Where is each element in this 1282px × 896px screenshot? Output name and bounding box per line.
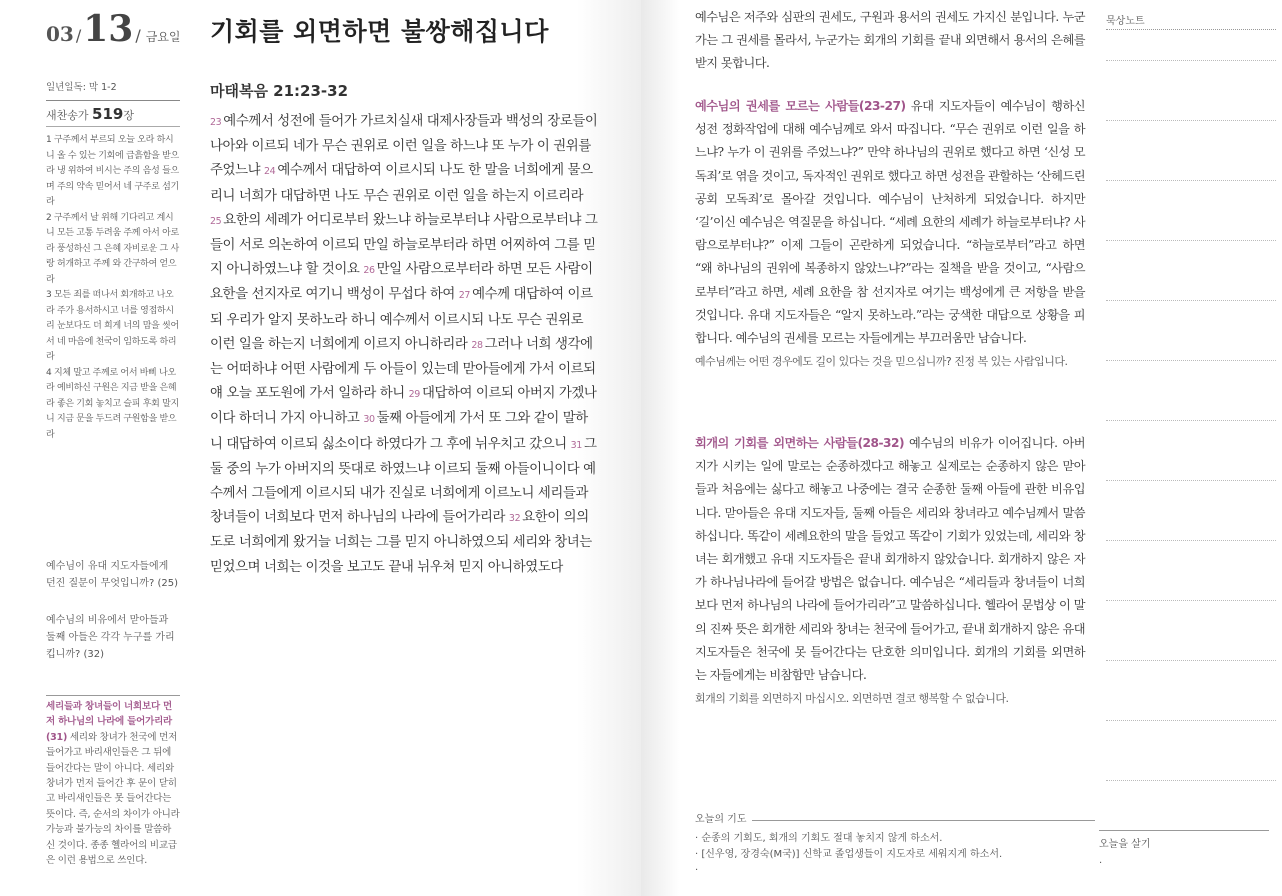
verse-text: 둘째 아들에게 가서 또 그와 같이 말하니 대답하여 이르되 싫소이다 하였다가 그 후에 뉘우치고 갔으니: [210, 411, 588, 452]
memo-line: [1106, 120, 1276, 121]
verse-text: 예수께서 대답하여 이르시되 나도 한 말을 너희에게 물으리니 너희가 대답하면 나도 무슨 권위로 이런 일을 하는지 이르리라: [210, 163, 593, 204]
date-slash: /: [75, 26, 82, 45]
section-1: [695, 95, 1085, 371]
hymn-verse-3: 3 모든 죄를 떠나서 회개하고 나오라 주가 용서하시고 너를 영접하시리 눈보다도 더 희게 너의 맘을 씻어서 네 마음에 천국이 임하도록 하리라: [46, 290, 179, 362]
yearly-reading: 일년일독: 막 1-2: [46, 80, 180, 101]
verse-number: 32: [508, 513, 521, 525]
prayer-title: 오늘의 기도: [695, 814, 747, 825]
memo-notes-label: 묵상노트: [1106, 12, 1276, 30]
memo-line: [1106, 600, 1276, 601]
verse-text: 요한의 세례가 어디로부터 왔느냐 하늘로부터냐 사람으로부터냐 그들이 서로 의논하여 이르되 만일 하늘로부터라 하면 어찌하여 그를 믿지 아니하였느냐 할 것이요: [210, 212, 598, 278]
date-slash-2: /: [135, 26, 141, 45]
verse-number: 30: [363, 414, 375, 426]
memo-line: [1106, 420, 1276, 421]
verse-text: 예수께 대답하여 이르되 우리가 알지 못하노라 하니 예수께서 이르시되 나도 무슨 권위로 이런 일을 하는지 너희에게 이르지 아니하리라: [210, 287, 593, 352]
verse-text: 그 둘 중의 누가 아버지의 뜻대로 하였느냐 이르되 둘째 아들이니이다 예수께서 그들에게 이르시되 내가 진실로 너희에게 이르노니 세리들과 창녀들이 너희보다 먼저 하나님의 나라에 들어가리라: [210, 436, 597, 526]
verse-number: 27: [458, 290, 471, 302]
memo-line: [1106, 360, 1276, 361]
prayer-item-empty: [695, 863, 1095, 879]
sidebar: [46, 80, 180, 443]
verse-text: 만일 사람으로부터라 하면 모든 사람이 요한을 선지자로 여기니 백성이 무섭다 하여: [210, 262, 593, 303]
hymn-heading: [46, 104, 180, 124]
hymn-number: 519: [92, 104, 124, 123]
section-2-heading: 회개의 기회를 외면하는 사람들(28-32): [695, 436, 905, 450]
live-today-bullet: ·: [1099, 858, 1103, 869]
right-page: [641, 0, 1282, 896]
prayer-item: · 순종의 기회도, 회개의 기회도 절대 놓치지 않게 하소서.: [695, 831, 1095, 847]
verse-number: 31: [570, 439, 582, 451]
intro-paragraph: [695, 6, 1085, 76]
date-weekday: 금요일: [145, 30, 181, 44]
verse-text: 예수께서 성전에 들어가 가르치실새 대제사장들과 백성의 장로들이 나아와 이르되 네가 무슨 권위로 이런 일을 하느냐 또 누가 이 권위를 주었느냐: [210, 114, 598, 179]
verse-number: 28: [471, 339, 483, 351]
question-1: 예수님이 유대 지도자들에게 던진 질문이 무엇입니까? (25): [46, 561, 178, 589]
section-1-paragraph: [695, 95, 1085, 350]
hymn-suffix: 장: [123, 108, 134, 122]
hymn-divider: [46, 126, 180, 127]
date-month: 03: [46, 22, 74, 46]
date-block: [46, 8, 181, 50]
hymn-verse-2: 2 구주께서 날 위해 기다리고 계시니 모든 고통 두려움 주께 아서 아로라 풍성하신 그 은혜 자비로운 그 사랑 허개하고 주께 와 간구하여 얻으라: [46, 212, 179, 285]
prayer-list: [695, 831, 1095, 879]
verse-number: 23: [210, 117, 222, 128]
verse-text: 그러나 너희 생각에는 어떠하냐 어떤 사람에게 두 아들이 있는데 맏아들에게 가서 이르되 얘 오늘 포도원에 가서 일하라 하니: [210, 336, 596, 402]
prayer-item: · [신우영, 장경숙(M국)] 신학교 졸업생들이 지도자로 세워지게 하소서.: [695, 847, 1095, 863]
live-today-section: [1099, 830, 1269, 869]
memo-line: [1106, 60, 1276, 61]
hymn-verse-4: 4 지체 말고 주께로 어서 바삐 나오라 예비하신 구원은 지금 받을 은혜라 좋은 기회 놓치고 슬피 후회 말지니 지금 문을 두드려 구원함을 받으라: [46, 367, 179, 440]
prayer-divider: [752, 820, 1095, 821]
section-1-body: 유대 지도자들이 예수님이 행하신 성전 정화작업에 대해 예수님께로 와서 따집니다. “무슨 권위로 이런 일을 하느냐? 누가 이 권위를 주었느냐?” 만약 하나님의 권위로 했다고 하면 ‘신성 모독죄’로 엮을 것이고, 독자적인 권위로 했다고 하면 성전을 관할하는 ‘산헤드린 공회 모독죄’로 몰아갈 것입니다. 예수님이 난처하게 되었습니다. 하지만 ‘길’이신 예수님은 역질문을 하십니다. “세례 요한의 세례가 하늘로부터냐? 사람으로부터냐?” 이제 그들이 곤란하게 되었습니다. “하늘로부터”라고 하면 “왜 하나님의 권위에 복종하지 않았느냐?”라는 질책을 받을 것이고, “사람으로부터”라고 하면, 세례 요한을 참 선지자로 여기는 백성에게 큰 저항을 받을 것입니다. 유대 지도자들은 “알지 못하노라.”라는 궁색한 대답으로 상황을 피합니다. 예수님의 권세를 모르는 자들에게는 부끄러움만 남습니다.: [695, 99, 1085, 346]
question-2: 예수님의 비유에서 맏아들과 둘째 아들은 각각 누구를 가리킵니까? (32): [46, 615, 175, 660]
page-title: 기회를 외면하면 불쌍해집니다: [210, 17, 549, 46]
memo-line: [1106, 480, 1276, 481]
date-day: 13: [83, 8, 134, 50]
memo-line: [1106, 300, 1276, 301]
memo-line: [1106, 180, 1276, 181]
memo-line: [1106, 240, 1276, 241]
verse-number: 26: [363, 265, 375, 277]
side-note-highlight: 세리들과 창녀들이 너희보다 먼저 하나님의 나라에 들어가리라 (31): [46, 701, 173, 743]
live-today-label: 오늘을 살기: [1099, 839, 1151, 850]
section-2-paragraph: [695, 432, 1085, 687]
section-2-application: 회개의 기회를 외면하지 마십시오. 외면하면 결코 행복할 수 없습니다.: [695, 692, 1009, 706]
scripture-text: [210, 110, 598, 580]
section-1-heading: 예수님의 권세를 모르는 사람들(23-27): [695, 99, 906, 113]
memo-line: [1106, 720, 1276, 721]
hymn-label: 새찬송가: [46, 108, 89, 122]
verse-number: 25: [210, 215, 222, 227]
section-2: [695, 432, 1085, 708]
intro-text: 예수님은 저주와 심판의 권세도, 구원과 용서의 권세도 가지신 분입니다. 누군가는 그 권세를 몰라서, 누군가는 회개의 기회를 끝내 외면해서 용서의 은혜를 받지 못합니다.: [695, 10, 1085, 71]
prayer-section: [695, 812, 1095, 879]
memo-line: [1106, 540, 1276, 541]
section-1-application: 예수님께는 어떤 경우에도 길이 있다는 것을 믿으십니까? 진정 복 있는 사람입니다.: [695, 355, 1068, 369]
section-2-body: 예수님의 비유가 이어집니다. 아버지가 시키는 일에 말로는 순종하겠다고 해놓고 실제로는 순종하지 않은 맏아들과 처음에는 싫다고 해놓고 나중에는 결국 순종한 둘째 아들에 관한 비유입니다. 맏아들은 유대 지도자들, 둘째 아들은 세리와 창녀라고 예수님께서 말씀하십니다. 똑같이 세례요한의 말을 들었고 똑같이 기회가 있었는데, 세리와 창녀는 회개했고 유대 지도자들은 끝내 회개하지 않았습니다. 회개하지 않은 자가 하나님나라에 들어갈 방법은 없습니다. 예수님은 “세리들과 창녀들이 너희보다 먼저 하나님의 나라에 들어가리라”고 말씀하십니다. 헬라어 문법상 이 말의 진짜 뜻은 회개한 세리와 창녀는 천국에 들어가고, 끝내 회개하지 않은 유대 지도자들은 천국에 못 들어간다는 단호한 의미입니다. 회개의 기회를 외면하는 자들에게는 비참함만 남습니다.: [695, 436, 1085, 683]
prayer-heading: [695, 812, 1095, 828]
verse-text: 대답하여 이르되 아버지 가겠나이다 하더니 가지 아니하고: [210, 386, 597, 427]
hymn-verse-1: 1 구주께서 부르되 오늘 오라 하시니 올 수 있는 기회에 급흙함을 받으라 냉 위하여 비시는 주의 음성 들으며 주의 약속 믿어서 네 구주로 섬기라: [46, 135, 179, 207]
memo-line: [1106, 780, 1276, 781]
memo-line: [1106, 660, 1276, 661]
side-note-body: 세리와 창녀가 천국에 먼저 들어가고 바리새인들은 그 뒤에 들어간다는 말이 아니다. 세리와 창녀가 먼저 들어간 후 문이 닫히고 바리새인들은 못 들어간다는 뜻이다. 즉, 순서의 차이가 아니라 가능과 불가능의 차이를 말씀하신 것이다. 종종 헬라어의 비교급은 이런 용법으로 쓰인다.: [46, 731, 180, 867]
side-note: [46, 695, 180, 868]
verse-number: 24: [264, 166, 276, 178]
verse-text: 요한이 의의 도로 너희에게 왔거늘 너희는 그를 믿지 아니하였으되 세리와 창녀는 믿었으며 너희는 이것을 보고도 끝내 뉘우쳐 믿지 아니하였도다: [210, 510, 592, 575]
scripture-reference: 마태복음 21:23-32: [210, 82, 349, 100]
verse-number: 29: [408, 389, 420, 401]
